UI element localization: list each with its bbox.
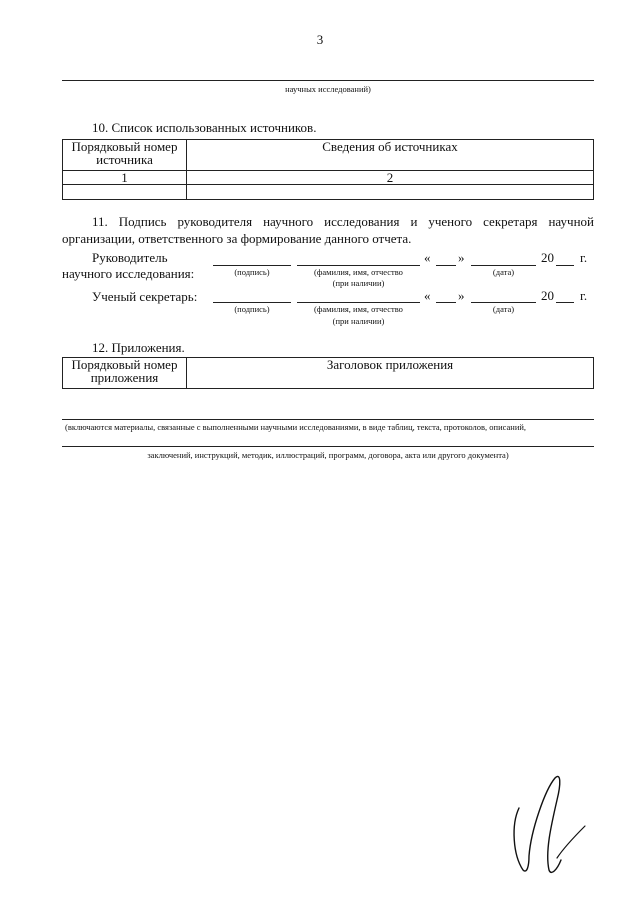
- secretary-quote-open: «: [424, 288, 431, 303]
- head-signature-line: [213, 265, 291, 266]
- secretary-date-caption: (дата): [492, 304, 515, 314]
- page-number: 3: [316, 32, 324, 47]
- sources-empty-cell-1: [63, 185, 187, 200]
- head-name-line: [297, 265, 420, 266]
- appendices-table: [62, 357, 594, 389]
- head-label-2: научного исследования:: [62, 266, 195, 281]
- head-name-caption-1: (фамилия, имя, отчество: [314, 267, 403, 277]
- sources-col1-number: 1: [63, 171, 187, 185]
- secretary-year-suffix: г.: [580, 288, 588, 303]
- head-year-suffix: г.: [580, 250, 588, 265]
- head-month-line: [471, 265, 536, 266]
- secretary-month-line: [471, 302, 536, 303]
- section-11-line-1: [92, 214, 594, 230]
- secretary-quote-close: »: [458, 288, 465, 303]
- bottom-rule-1: [62, 419, 594, 420]
- s11-word: руководителя: [177, 214, 253, 229]
- bottom-rule-2: [62, 446, 594, 447]
- secretary-day-line: [436, 302, 456, 303]
- appendices-col2-header: Заголовок приложения: [187, 358, 594, 389]
- s11-word: Подпись: [118, 214, 167, 229]
- s11-word: и: [410, 214, 418, 229]
- secretary-sign-caption: (подпись): [234, 304, 270, 314]
- head-label-1: Руководитель: [92, 250, 168, 265]
- sources-empty-cell-2: [187, 185, 594, 200]
- section-10-title: 10. Список использованных источников.: [92, 120, 317, 135]
- section-12-title: 12. Приложения.: [92, 340, 185, 355]
- handwritten-signature: [505, 770, 590, 880]
- head-date-caption: (дата): [492, 267, 515, 277]
- secretary-year-prefix: 20: [541, 288, 554, 303]
- top-note: научных исследований): [285, 84, 371, 94]
- sources-col2-number: 2: [187, 171, 594, 185]
- bottom-note-1: (включаются материалы, связанные с выполненными научными исследованиями, в виде таблиц, текста, протоколов, описаний,: [65, 422, 527, 432]
- s11-word: 11.: [92, 214, 108, 229]
- secretary-name-caption-2: (при наличии): [332, 316, 385, 326]
- secretary-label: Ученый секретарь:: [92, 289, 198, 304]
- secretary-name-line: [297, 302, 420, 303]
- s11-word: научной: [548, 214, 594, 229]
- sources-col1-header: Порядковый номер источника: [63, 140, 187, 171]
- bottom-note-2: заключений, инструкций, методик, иллюстраций, программ, договора, акта или другого документа): [147, 450, 509, 460]
- head-day-line: [436, 265, 456, 266]
- s11-word: секретаря: [483, 214, 538, 229]
- sources-col2-header: Сведения об источниках: [187, 140, 594, 171]
- sources-table: [62, 139, 594, 200]
- secretary-signature-line: [213, 302, 291, 303]
- s11-word: научного: [263, 214, 314, 229]
- secretary-year-line: [556, 302, 574, 303]
- head-year-line: [556, 265, 574, 266]
- top-rule: [62, 80, 594, 81]
- section-11-line-2: организации, ответственного за формирование данного отчета.: [62, 231, 412, 246]
- head-quote-close: »: [458, 250, 465, 265]
- head-year-prefix: 20: [541, 250, 554, 265]
- s11-word: исследования: [324, 214, 400, 229]
- secretary-name-caption-1: (фамилия, имя, отчество: [314, 304, 403, 314]
- head-sign-caption: (подпись): [234, 267, 270, 277]
- s11-word: ученого: [428, 214, 473, 229]
- head-name-caption-2: (при наличии): [332, 278, 385, 288]
- appendices-col1-header: Порядковый номер приложения: [63, 358, 187, 389]
- head-quote-open: «: [424, 250, 431, 265]
